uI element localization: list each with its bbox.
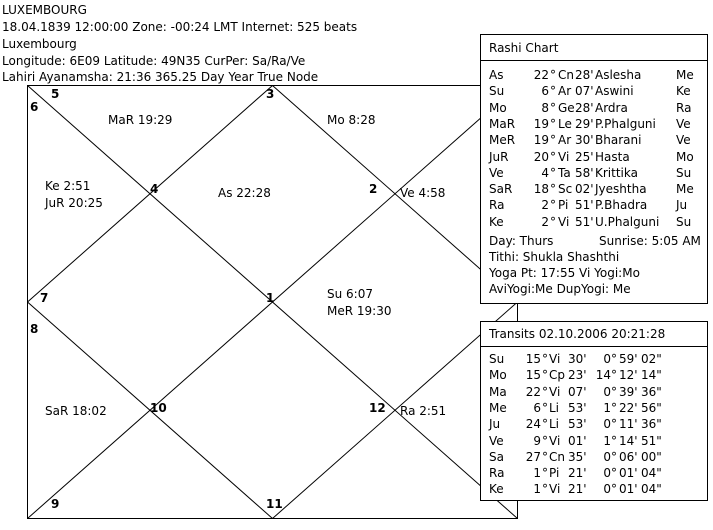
rashi-planet: As — [489, 68, 504, 82]
rashi-nakshatra-lord: Ve — [676, 116, 691, 131]
rashi-nakshatra-lord: Me — [676, 182, 694, 197]
rashi-nakshatra: U.Phalguni — [595, 214, 660, 229]
transit-planet: Me — [489, 400, 507, 415]
transit-speed-minutes: 12' — [619, 368, 638, 383]
rashi-nakshatra-lord: Me — [676, 68, 694, 82]
transit-speed-seconds: 51" — [641, 433, 662, 448]
transit-speed-degrees: 0° — [603, 466, 617, 481]
rashi-planet: Mo — [489, 100, 507, 115]
transit-minutes: 30' — [568, 352, 587, 366]
house-number-2: 2 — [369, 182, 378, 196]
transit-row — [481, 434, 707, 450]
rashi-chart-separator — [481, 60, 707, 61]
transits-separator — [481, 346, 707, 347]
degree-symbol: ° — [550, 100, 556, 115]
transit-degree: 22 — [525, 384, 541, 399]
transit-speed-degrees: 0° — [603, 482, 617, 497]
rashi-chart-panel — [480, 34, 708, 304]
rashi-planet: MaR — [489, 116, 516, 131]
rashi-planet: JuR — [489, 149, 509, 164]
degree-symbol: ° — [542, 433, 548, 448]
rashi-day: Day: Thurs — [489, 234, 554, 248]
transit-row — [481, 450, 707, 466]
degree-symbol: ° — [542, 368, 548, 383]
rashi-row — [481, 150, 707, 166]
header-location: Luxembourg — [2, 37, 77, 51]
rashi-row — [481, 68, 707, 84]
rashi-avayogi: AviYogi:Me DupYogi: Me — [489, 282, 631, 296]
transit-sign: Pi — [549, 466, 560, 481]
degree-symbol: ° — [550, 182, 556, 197]
rashi-nakshatra: Hasta — [595, 149, 630, 164]
rashi-nakshatra-lord: Mo — [676, 149, 694, 164]
rashi-nakshatra: Aswini — [595, 84, 634, 99]
transit-sign: Cp — [549, 368, 565, 383]
rashi-nakshatra-lord: Ke — [676, 84, 691, 99]
rashi-nakshatra: Bharani — [595, 133, 642, 148]
transit-speed-degrees: 1° — [603, 400, 617, 415]
rashi-minutes: 28' — [575, 100, 594, 115]
rashi-minutes: 58' — [575, 165, 594, 180]
transit-planet: Sa — [489, 449, 504, 464]
rashi-row — [481, 166, 707, 182]
rashi-planet: Ve — [489, 165, 504, 180]
transit-degree: 24 — [525, 417, 541, 432]
rashi-minutes: 07' — [575, 84, 594, 99]
house-1-planet: Su 6:07 — [327, 287, 373, 301]
house-5-planet: MaR 19:29 — [108, 113, 173, 127]
house-number-1: 1 — [266, 291, 275, 305]
transit-speed-seconds: 36" — [641, 417, 662, 432]
house-number-11: 11 — [266, 497, 283, 511]
house-number-6: 6 — [30, 100, 39, 114]
transit-minutes: 23' — [568, 368, 587, 383]
rashi-degree: 2 — [541, 214, 549, 229]
degree-symbol: ° — [550, 68, 556, 82]
rashi-planet: SaR — [489, 182, 513, 197]
rashi-planet: MeR — [489, 133, 516, 148]
rashi-sunrise: Sunrise: 5:05 AM — [599, 234, 701, 248]
transit-planet: Ra — [489, 466, 505, 481]
transit-degree: 15 — [525, 352, 541, 366]
rashi-degree: 20 — [533, 149, 549, 164]
transit-minutes: 35' — [568, 449, 587, 464]
house-number-4: 4 — [150, 182, 159, 196]
transit-speed-seconds: 00" — [641, 449, 662, 464]
transit-planet: Ve — [489, 433, 504, 448]
rashi-nakshatra-lord: Ve — [676, 133, 691, 148]
transit-speed-degrees: 14° — [595, 368, 617, 383]
degree-symbol: ° — [550, 116, 556, 131]
degree-symbol: ° — [542, 482, 548, 497]
rashi-sign: Ta — [558, 165, 571, 180]
transit-speed-minutes: 22' — [619, 400, 638, 415]
house-number-12: 12 — [369, 401, 386, 415]
rashi-minutes: 51' — [575, 198, 594, 213]
transit-minutes: 21' — [568, 482, 587, 497]
transit-sign: Vi — [549, 482, 561, 497]
rashi-sign: Pi — [558, 198, 569, 213]
degree-symbol: ° — [550, 214, 556, 229]
transit-planet: Su — [489, 352, 505, 366]
rashi-sign: Ge — [558, 100, 575, 115]
rashi-degree: 2 — [541, 198, 549, 213]
rashi-sign: Vi — [558, 149, 570, 164]
degree-symbol: ° — [550, 84, 556, 99]
rashi-planet: Ke — [489, 214, 504, 229]
transit-degree: 15 — [525, 368, 541, 383]
rashi-degree: 18 — [533, 182, 549, 197]
rashi-degree: 19 — [533, 133, 549, 148]
rashi-degree: 8 — [541, 100, 549, 115]
rashi-planet: Su — [489, 84, 505, 99]
header-coordinates: Longitude: 6E09 Latitude: 49N35 CurPer: Sa/Ra/Ve — [2, 54, 306, 68]
transit-speed-minutes: 06' — [619, 449, 638, 464]
transit-sign: Cn — [549, 449, 565, 464]
rashi-minutes: 29' — [575, 116, 594, 131]
rashi-nakshatra: Jyeshtha — [595, 182, 647, 197]
transit-speed-minutes: 01' — [619, 466, 638, 481]
rashi-minutes: 28' — [575, 68, 594, 82]
transit-row — [481, 401, 707, 417]
house-7-planet: Ke 2:51 — [45, 179, 91, 193]
transit-row — [481, 368, 707, 384]
degree-symbol: ° — [542, 466, 548, 481]
transit-sign: Vi — [549, 384, 561, 399]
rashi-minutes: 02' — [575, 182, 594, 197]
rashi-sign: Cn — [558, 68, 574, 82]
degree-symbol: ° — [542, 449, 548, 464]
rashi-sign: Sc — [558, 182, 573, 197]
transit-speed-minutes: 59' — [619, 352, 638, 366]
rashi-minutes: 51' — [575, 214, 594, 229]
transit-minutes: 53' — [568, 417, 587, 432]
rashi-nakshatra: P.Phalguni — [595, 116, 656, 131]
rashi-nakshatra-lord: Ju — [676, 198, 688, 213]
house-4-planet: As 22:28 — [218, 186, 271, 200]
transit-speed-degrees: 0° — [603, 352, 617, 366]
rashi-row — [481, 133, 707, 149]
degree-symbol: ° — [542, 384, 548, 399]
rashi-tithi: Tithi: Shukla Shashthi — [489, 250, 620, 264]
rashi-degree: 19 — [533, 116, 549, 131]
transit-degree: 27 — [525, 449, 541, 464]
house-number-9: 9 — [51, 497, 60, 511]
house-12-planet: Ra 2:51 — [400, 404, 447, 418]
transit-planet: Ke — [489, 482, 504, 497]
rashi-nakshatra: Krittika — [595, 165, 638, 180]
rashi-nakshatra: P.Bhadra — [595, 198, 648, 213]
rashi-minutes: 25' — [575, 149, 594, 164]
rashi-yoga: Yoga Pt: 17:55 Vi Yogi:Mo — [489, 266, 640, 280]
degree-symbol: ° — [550, 198, 556, 213]
transit-row — [481, 352, 707, 368]
transit-speed-seconds: 04" — [641, 482, 662, 497]
house-7-planet: JuR 20:25 — [45, 196, 103, 210]
transit-degree: 1 — [533, 482, 541, 497]
house-10-planet: SaR 18:02 — [45, 404, 107, 418]
rashi-row — [481, 101, 707, 117]
header-ayanamsha: Lahiri Ayanamsha: 21:36 365.25 Day Year True Node — [2, 70, 319, 84]
rashi-nakshatra-lord: Su — [676, 165, 692, 180]
transit-degree: 6 — [533, 400, 541, 415]
house-number-5: 5 — [51, 87, 60, 101]
header-place: LUXEMBOURG — [2, 3, 87, 17]
degree-symbol: ° — [542, 417, 548, 432]
degree-symbol: ° — [550, 133, 556, 148]
transit-sign: Li — [549, 400, 560, 415]
house-planets — [44, 113, 446, 418]
rashi-nakshatra: Ardra — [595, 100, 628, 115]
transit-planet: Mo — [489, 368, 507, 383]
transit-minutes: 01' — [568, 433, 587, 448]
degree-symbol: ° — [542, 400, 548, 415]
transit-speed-seconds: 14" — [641, 368, 662, 383]
house-2-planet: Ve 4:58 — [400, 186, 446, 200]
rashi-degree: 22 — [533, 68, 549, 82]
rashi-row — [481, 117, 707, 133]
transit-speed-degrees: 1° — [603, 433, 617, 448]
transit-speed-seconds: 04" — [641, 466, 662, 481]
transit-speed-minutes: 01' — [619, 482, 638, 497]
transits-title: Transits 02.10.2006 20:21:28 — [489, 327, 666, 341]
house-number-10: 10 — [150, 401, 167, 415]
transit-minutes: 07' — [568, 384, 587, 399]
rashi-planet: Ra — [489, 198, 505, 213]
transit-sign: Li — [549, 417, 560, 432]
rashi-chart-title: Rashi Chart — [489, 41, 559, 55]
degree-symbol: ° — [542, 352, 548, 366]
transit-speed-minutes: 39' — [619, 384, 638, 399]
rashi-row — [481, 215, 707, 231]
house-number-3: 3 — [266, 87, 275, 101]
transits-panel — [480, 321, 708, 501]
rashi-row — [481, 84, 707, 100]
transit-minutes: 53' — [568, 400, 587, 415]
transit-speed-minutes: 11' — [619, 417, 638, 432]
rashi-sign: Le — [558, 116, 572, 131]
rashi-sign: Ar — [558, 133, 572, 148]
rashi-row — [481, 182, 707, 198]
transit-degree: 1 — [533, 466, 541, 481]
transit-speed-degrees: 0° — [603, 384, 617, 399]
transit-sign: Vi — [549, 352, 561, 366]
transit-speed-degrees: 0° — [603, 417, 617, 432]
transit-row — [481, 482, 707, 498]
house-number-7: 7 — [40, 291, 49, 305]
rashi-row — [481, 198, 707, 214]
house-number-8: 8 — [30, 322, 39, 336]
rashi-degree: 4 — [541, 165, 549, 180]
transit-planet: Ju — [489, 417, 501, 432]
rashi-nakshatra-lord: Ra — [676, 100, 692, 115]
rashi-minutes: 30' — [575, 133, 594, 148]
rashi-degree: 6 — [541, 84, 549, 99]
transit-row — [481, 385, 707, 401]
transit-row — [481, 417, 707, 433]
rashi-sign: Vi — [558, 214, 570, 229]
transit-row — [481, 466, 707, 482]
transit-speed-degrees: 0° — [603, 449, 617, 464]
transit-minutes: 21' — [568, 466, 587, 481]
header-datetime: 18.04.1839 12:00:00 Zone: -00:24 LMT Internet: 525 beats — [2, 20, 358, 34]
transit-planet: Ma — [489, 384, 507, 399]
house-1-planet: MeR 19:30 — [327, 304, 392, 318]
rashi-nakshatra: Aslesha — [595, 68, 642, 82]
transit-sign: Vi — [549, 433, 561, 448]
transit-speed-seconds: 36" — [641, 384, 662, 399]
degree-symbol: ° — [550, 165, 556, 180]
transit-speed-seconds: 02" — [641, 352, 662, 366]
transit-degree: 9 — [533, 433, 541, 448]
degree-symbol: ° — [550, 149, 556, 164]
rashi-nakshatra-lord: Su — [676, 214, 692, 229]
rashi-sign: Ar — [558, 84, 572, 99]
house-3-planet: Mo 8:28 — [327, 113, 376, 127]
transit-speed-seconds: 56" — [641, 400, 662, 415]
transit-speed-minutes: 14' — [619, 433, 638, 448]
